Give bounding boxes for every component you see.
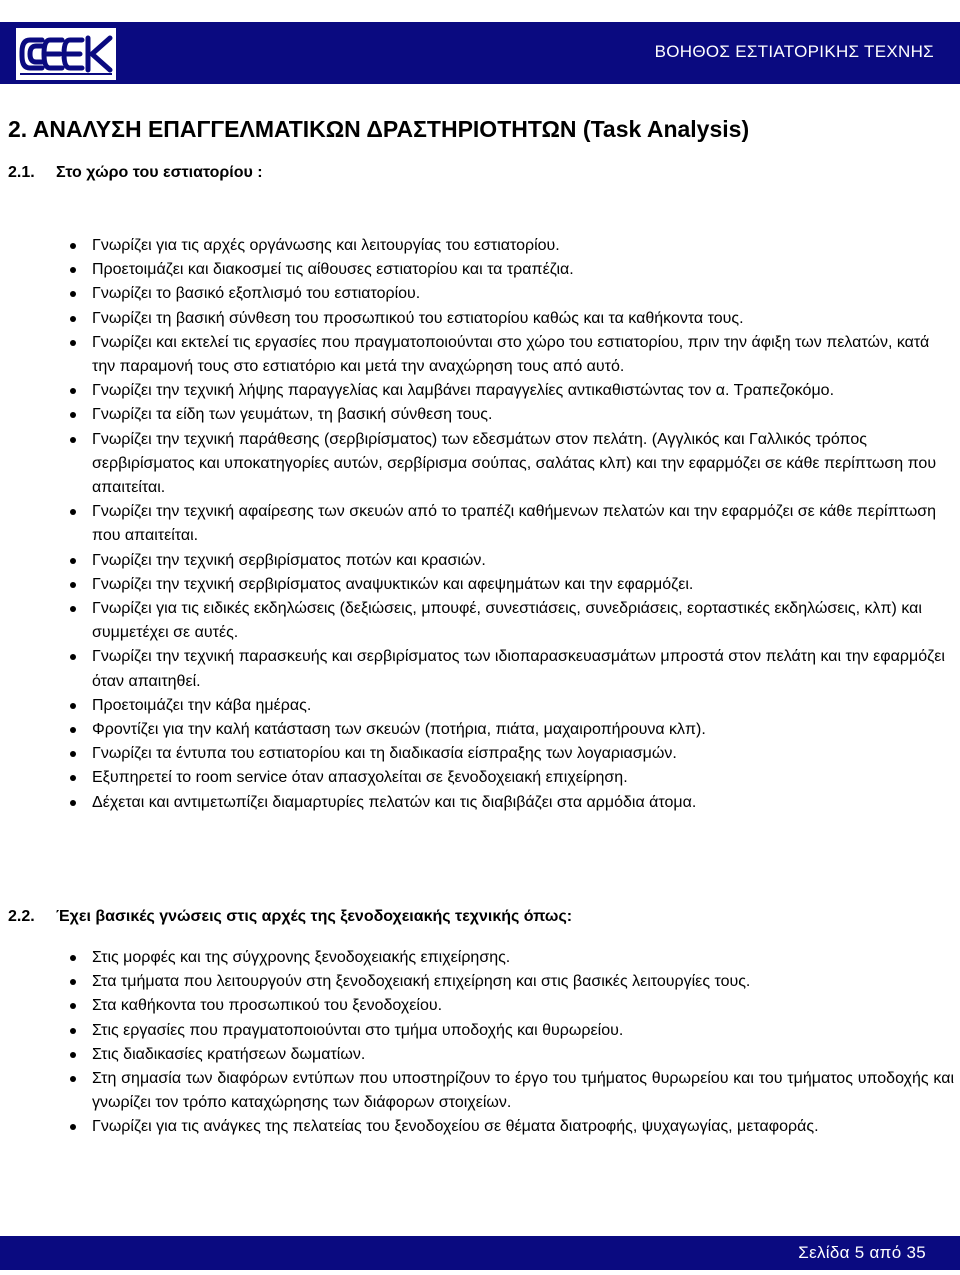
subsection-title: Στο χώρο του εστιατορίου :	[56, 164, 263, 181]
list-item: Γνωρίζει για τις ειδικές εκδηλώσεις (δεξιώσεις, μπουφέ, συνεστιάσεις, συνεδριάσεις, εορταστικές εκδηλώσεις, κλπ) και συμμετέχει σε αυτές.	[92, 597, 954, 645]
subsection-number: 2.1.	[8, 164, 35, 181]
list-item: Προετοιμάζει και διακοσμεί τις αίθουσες εστιατορίου και τα τραπέζια.	[92, 258, 954, 282]
list-item: Γνωρίζει για τις ανάγκες της πελατείας του ξενοδοχείου σε θέματα διατροφής, ψυχαγωγίας, μεταφοράς.	[92, 1115, 954, 1139]
list-item: Στη σημασία των διαφόρων εντύπων που υποστηρίζουν το έργο του τμήματος θυρωρείου και του τμήματος υποδοχής και γνωρίζει τον τρόπο καταχώρησης των διάφορων στοιχείων.	[92, 1067, 954, 1115]
list-item: Φροντίζει για την καλή κατάσταση των σκευών (ποτήρια, πιάτα, μαχαιροπήρουνα κλπ).	[92, 718, 954, 742]
list-item: Στα καθήκοντα του προσωπικού του ξενοδοχείου.	[92, 994, 954, 1018]
list-item: Γνωρίζει την τεχνική παράθεσης (σερβιρίσματος) των εδεσμάτων στον πελάτη. (Αγγλικός και Γαλλικός τρόπος σερβιρίσματος και υποκατηγορίες αυτών, σερβίρισμα σούπας, σαλάτας κλπ) και την εφαρμόζει σε κάθε περίπτωση που απαιτείται.	[92, 428, 954, 501]
list-item: Γνωρίζει την τεχνική αφαίρεσης των σκευών από το τραπέζι καθήμενων πελατών και την εφαρμόζει σε κάθε περίπτωση που απαιτείται.	[92, 500, 954, 548]
subsection-heading-1	[8, 164, 263, 182]
list-item: Γνωρίζει το βασικό εξοπλισμό του εστιατορίου.	[92, 282, 954, 306]
list-item: Στις μορφές και της σύγχρονης ξενοδοχειακής επιχείρησης.	[92, 946, 954, 970]
list-item: Στις διαδικασίες κρατήσεων δωματίων.	[92, 1043, 954, 1067]
section-title: 2. ΑΝΑΛΥΣΗ ΕΠΑΓΓΕΛΜΑΤΙΚΩΝ ΔΡΑΣΤΗΡΙΟΤΗΤΩΝ (Task Analysis)	[8, 116, 750, 142]
list-item: Προετοιμάζει την κάβα ημέρας.	[92, 694, 954, 718]
list-item: Εξυπηρετεί το room service όταν απασχολείται σε ξενοδοχειακή επιχείρηση.	[92, 766, 954, 790]
list-item: Γνωρίζει για τις αρχές οργάνωσης και λειτουργίας του εστιατορίου.	[92, 234, 954, 258]
subsection-heading-2	[8, 908, 572, 926]
list-item: Γνωρίζει την τεχνική λήψης παραγγελίας και λαμβάνει παραγγελίες αντικαθιστώντας τον α. Τραπεζοκόμο.	[92, 379, 954, 403]
oeek-logo	[16, 28, 116, 80]
task-list-hotel	[92, 946, 954, 1140]
task-list-restaurant	[92, 234, 954, 815]
list-item: Γνωρίζει την τεχνική σερβιρίσματος αναψυκτικών και αφεψημάτων και την εφαρμόζει.	[92, 573, 954, 597]
list-item: Γνωρίζει τα έντυπα του εστιατορίου και τη διαδικασία είσπραξης των λογαριασμών.	[92, 742, 954, 766]
subsection-title: Έχει βασικές γνώσεις στις αρχές της ξενοδοχειακής τεχνικής όπως:	[56, 908, 573, 925]
document-header-title: ΒΟΗΘΟΣ ΕΣΤΙΑΤΟΡΙΚΗΣ ΤΕΧΝΗΣ	[654, 42, 934, 61]
list-item: Γνωρίζει την τεχνική σερβιρίσματος ποτών και κρασιών.	[92, 549, 954, 573]
subsection-number: 2.2.	[8, 908, 35, 925]
list-item: Γνωρίζει τα είδη των γευμάτων, τη βασική σύνθεση τους.	[92, 403, 954, 427]
list-item: Δέχεται και αντιμετωπίζει διαμαρτυρίες πελατών και τις διαβιβάζει στα αρμόδια άτομα.	[92, 791, 954, 815]
list-item: Στα τμήματα που λειτουργούν στη ξενοδοχειακή επιχείρηση και στις βασικές λειτουργίες τους.	[92, 970, 954, 994]
list-item: Στις εργασίες που πραγματοποιούνται στο τμήμα υποδοχής και θυρωρείου.	[92, 1019, 954, 1043]
page-number: Σελίδα 5 από 35	[798, 1243, 926, 1262]
list-item: Γνωρίζει και εκτελεί τις εργασίες που πραγματοποιούνται στο χώρο του εστιατορίου, πριν την άφιξη των πελατών, κατά την παραμονή τους στο εστιατόριο και μετά την αναχώρηση τους από αυτό.	[92, 331, 954, 379]
list-item: Γνωρίζει την τεχνική παρασκευής και σερβιρίσματος των ιδιοπαρασκευασμάτων μπροστά στον πελάτη και την εφαρμόζει όταν απαιτηθεί.	[92, 645, 954, 693]
list-item: Γνωρίζει τη βασική σύνθεση του προσωπικού του εστιατορίου καθώς και τα καθήκοντα τους.	[92, 307, 954, 331]
